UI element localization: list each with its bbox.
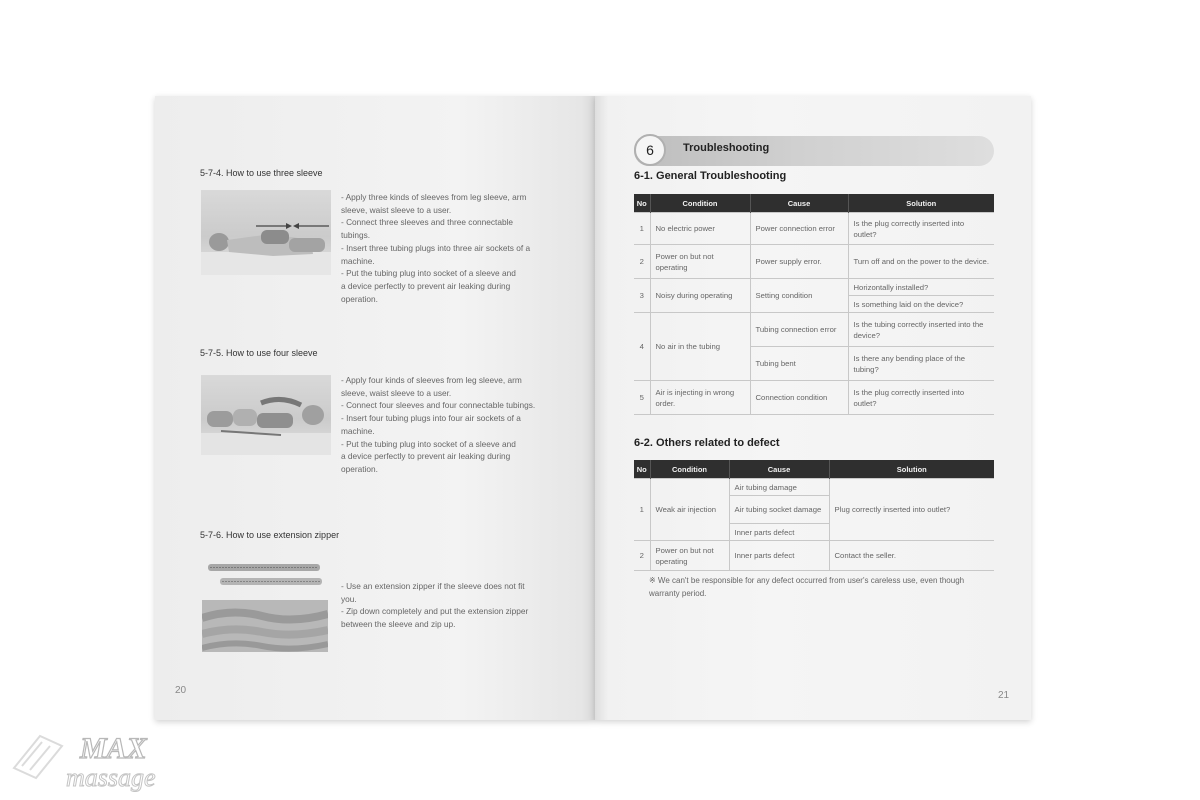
solution-cell: Horizontally installed? [848,279,994,296]
three-sleeve-photo [201,190,331,275]
table-header-row [634,460,994,479]
instruction-line: - Apply four kinds of sleeves from leg sleeve, arm [341,375,522,385]
condition-cell: Power on but not operating [650,541,729,571]
watermark-logo [10,728,190,792]
solution-cell: Turn off and on the power to the device. [848,245,994,279]
section-heading-four-sleeve: 5-7-5. How to use four sleeve [200,348,318,358]
page-number-left: 20 [175,685,187,696]
others-defect-table [634,460,994,571]
cause-cell: Inner parts defect [729,541,829,571]
table-header-row [634,194,994,213]
solution-cell: Is the plug correctly inserted into outlet? [848,213,994,245]
instruction-line: - Apply three kinds of sleeves from leg sleeve, arm [341,192,527,202]
solution-cell: Is the plug correctly inserted into outlet? [848,381,994,415]
table-row [634,313,994,347]
solution-cell: Is the tubing correctly inserted into the device? [848,313,994,347]
instruction-line: - Connect four sleeves and four connectable tubings. [341,400,536,411]
condition-cell: Weak air injection [650,479,729,541]
solution-cell: Contact the seller. [829,541,994,571]
solution-cell: Is there any bending place of the tubing? [848,347,994,381]
solution-cell: Plug correctly inserted into outlet? [829,479,994,541]
instruction-line: machine. [341,425,375,436]
column-header-condition: Condition [650,460,729,479]
row-number: 5 [634,381,650,415]
cause-cell: Air tubing damage [729,479,829,496]
table-row [634,541,994,571]
warranty-note: ※ We can't be responsible for any defect occurred from user's careless use, even though warranty period. [649,576,965,598]
instruction-line: - Put the tubing plug into socket of a sleeve and [341,268,516,279]
three-sleeve-instructions [341,191,551,305]
general-troubleshooting-table [634,194,994,415]
row-number: 2 [634,541,650,571]
zipper-instructions [341,580,551,631]
instruction-line: you. [341,593,357,604]
instruction-line: - Connect three sleeves and three connectable [341,217,514,228]
condition-cell: No air in the tubing [650,313,750,381]
section-heading-extension-zipper: 5-7-6. How to use extension zipper [200,530,340,540]
cause-cell: Tubing connection error [750,313,848,347]
instruction-line: - Put the tubing plug into socket of a sleeve and [341,438,516,449]
row-number: 3 [634,279,650,313]
instruction-line: - Insert four tubing plugs into four air sockets of a [341,413,521,424]
table-row [634,245,994,279]
instruction-line: sleeve, waist sleeve to a user. [341,387,452,398]
cause-cell: Tubing bent [750,347,848,381]
instruction-line: sleeve, waist sleeve to a user. [341,204,452,215]
chapter-title: Troubleshooting [683,142,770,154]
row-number: 1 [634,213,650,245]
instruction-line: a device perfectly to prevent air leaking during [341,280,511,291]
solution-cell: Is something laid on the device? [848,296,994,313]
four-sleeve-instructions [341,374,551,476]
watermark-line1: MAX [80,732,147,765]
column-header-no: No [634,460,650,479]
instruction-line: a device perfectly to prevent air leaking during [341,451,511,462]
column-header-condition: Condition [650,194,750,213]
table-row [634,213,994,245]
zipper-sleeve-illustration [202,600,328,652]
column-header-cause: Cause [750,194,848,213]
four-sleeve-photo [201,375,331,455]
three-sleeve-illustration [201,190,331,275]
chapter-number-badge: 6 [634,134,666,166]
page-number-right: 21 [998,690,1010,701]
row-number: 1 [634,479,650,541]
instruction-line: tubings. [341,230,371,241]
max-massage-watermark [10,728,190,792]
zipper-sleeve-photo [202,600,328,652]
cause-cell: Air tubing socket damage [729,496,829,524]
instruction-line: - Insert three tubing plugs into three air sockets of a [341,242,531,253]
table-row [634,381,994,415]
condition-cell: Air is injecting in wrong order. [650,381,750,415]
section-heading-three-sleeve: 5-7-4. How to use three sleeve [200,168,323,178]
cause-cell: Power supply error. [750,245,848,279]
table-row [634,479,994,496]
condition-cell: No electric power [650,213,750,245]
cause-cell: Setting condition [750,279,848,313]
instruction-line: - Use an extension zipper if the sleeve does not fit [341,581,525,591]
instruction-line: operation. [341,293,378,304]
four-sleeve-illustration [201,375,331,455]
others-defect-title: 6-2. Others related to defect [634,437,780,449]
instruction-line: - Zip down completely and put the extension zipper [341,606,529,617]
zipper-strips-illustration [202,558,326,596]
column-header-cause: Cause [729,460,829,479]
column-header-no: No [634,194,650,213]
zipper-strips-photo [202,558,326,596]
column-header-solution: Solution [848,194,994,213]
condition-cell: Power on but not operating [650,245,750,279]
table-row [634,279,994,296]
row-number: 4 [634,313,650,381]
column-header-solution: Solution [829,460,994,479]
cause-cell: Connection condition [750,381,848,415]
general-troubleshooting-title: 6-1. General Troubleshooting [634,170,787,182]
condition-cell: Noisy during operating [650,279,750,313]
cause-cell: Power connection error [750,213,848,245]
instruction-line: machine. [341,255,375,266]
cause-cell: Inner parts defect [729,524,829,541]
instruction-line: between the sleeve and zip up. [341,619,456,630]
watermark-line2: massage [66,763,156,792]
instruction-line: operation. [341,463,378,474]
row-number: 2 [634,245,650,279]
